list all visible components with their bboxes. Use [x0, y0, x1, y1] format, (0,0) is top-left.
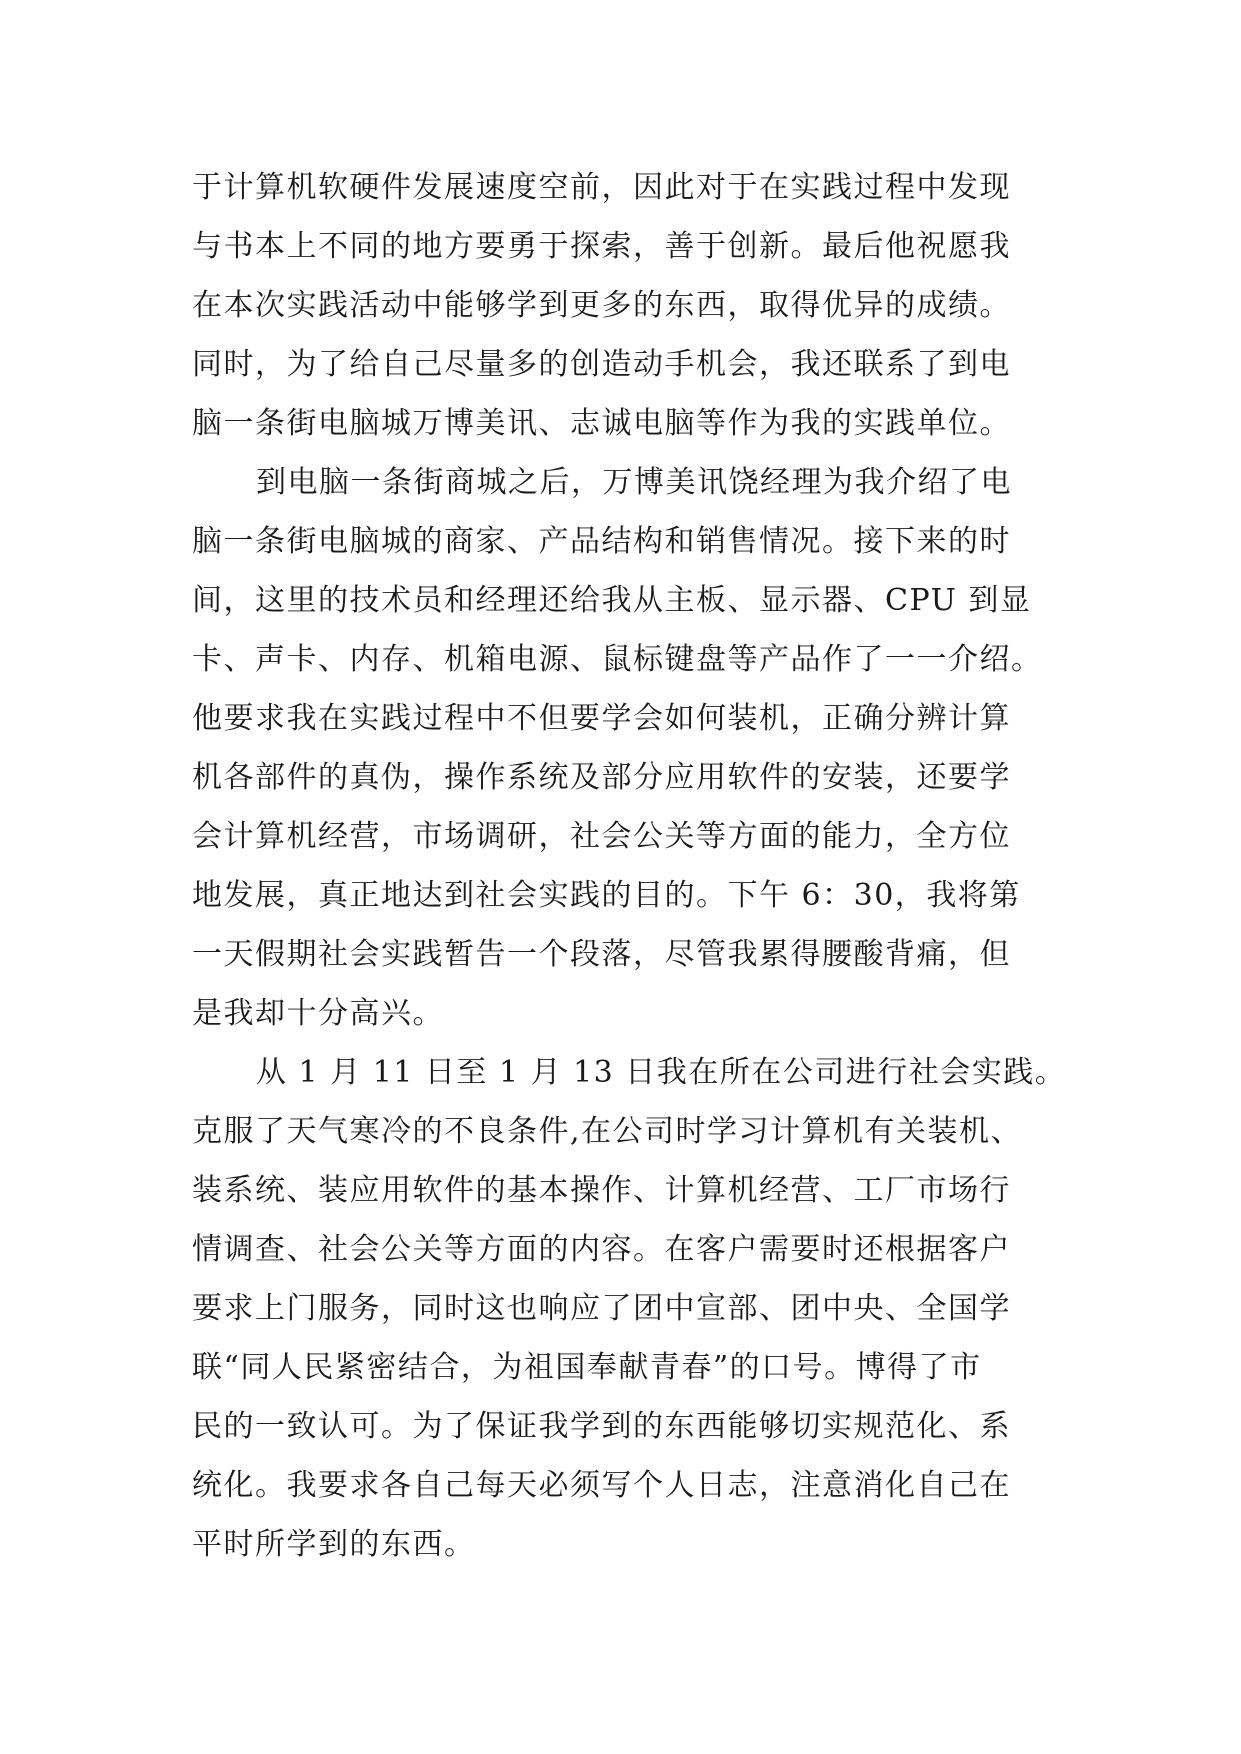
- paragraph-first-line: 从 1 月 11 日至 1 月 13 日我在所在公司进行社会实践。: [256, 1055, 1067, 1090]
- text-line: 装系统、装应用软件的基本操作、计算机经营、工厂市场行: [192, 1173, 1011, 1208]
- text-line: 平时所学到的东西。: [192, 1527, 476, 1562]
- text-line: 与书本上不同的地方要勇于探索，善于创新。最后他祝愿我: [192, 229, 1011, 264]
- text-line: 克服了天气寒冷的不良条件,在公司时学习计算机有关装机、: [192, 1114, 1023, 1149]
- text-line: 要求上门服务，同时这也响应了团中宣部、团中央、全国学: [192, 1291, 1011, 1326]
- text-line: 同时，为了给自己尽量多的创造动手机会，我还联系了到电: [192, 347, 1011, 382]
- text-line: 统化。我要求各自己每天必须写个人日志，注意消化自己在: [192, 1468, 1011, 1503]
- body-text: [192, 158, 1072, 1574]
- text-line: 会计算机经营，市场调研，社会公关等方面的能力，全方位: [192, 819, 1011, 854]
- paragraph-first-line: 到电脑一条街商城之后，万博美讯饶经理为我介绍了电: [256, 465, 1012, 500]
- text-line: 卡、声卡、内存、机箱电源、鼠标键盘等产品作了一一介绍。: [192, 642, 1043, 677]
- text-line: 间，这里的技术员和经理还给我从主板、显示器、CPU 到显: [192, 583, 1032, 618]
- text-line: 于计算机软硬件发展速度空前，因此对于在实践过程中发现: [192, 170, 1011, 205]
- text-line: 脑一条街电脑城的商家、产品结构和销售情况。接下来的时: [192, 524, 1011, 559]
- text-line: 一天假期社会实践暂告一个段落，尽管我累得腰酸背痛，但: [192, 937, 1011, 972]
- text-line: 地发展，真正地达到社会实践的目的。下午 6：30，我将第: [192, 878, 1021, 913]
- text-line: 联“同人民紧密结合，为祖国奉献青春”的口号。博得了市: [192, 1350, 982, 1385]
- text-line: 机各部件的真伪，操作系统及部分应用软件的安装，还要学: [192, 760, 1011, 795]
- text-line: 民的一致认可。为了保证我学到的东西能够切实规范化、系: [192, 1409, 1011, 1444]
- text-line: 在本次实践活动中能够学到更多的东西，取得优异的成绩。: [192, 288, 1011, 323]
- text-line: 他要求我在实践过程中不但要学会如何装机，正确分辨计算: [192, 701, 1011, 736]
- text-line: 情调查、社会公关等方面的内容。在客户需要时还根据客户: [192, 1232, 1011, 1267]
- text-line: 是我却十分高兴。: [192, 996, 444, 1031]
- text-line: 脑一条街电脑城万博美讯、志诚电脑等作为我的实践单位。: [192, 406, 1011, 441]
